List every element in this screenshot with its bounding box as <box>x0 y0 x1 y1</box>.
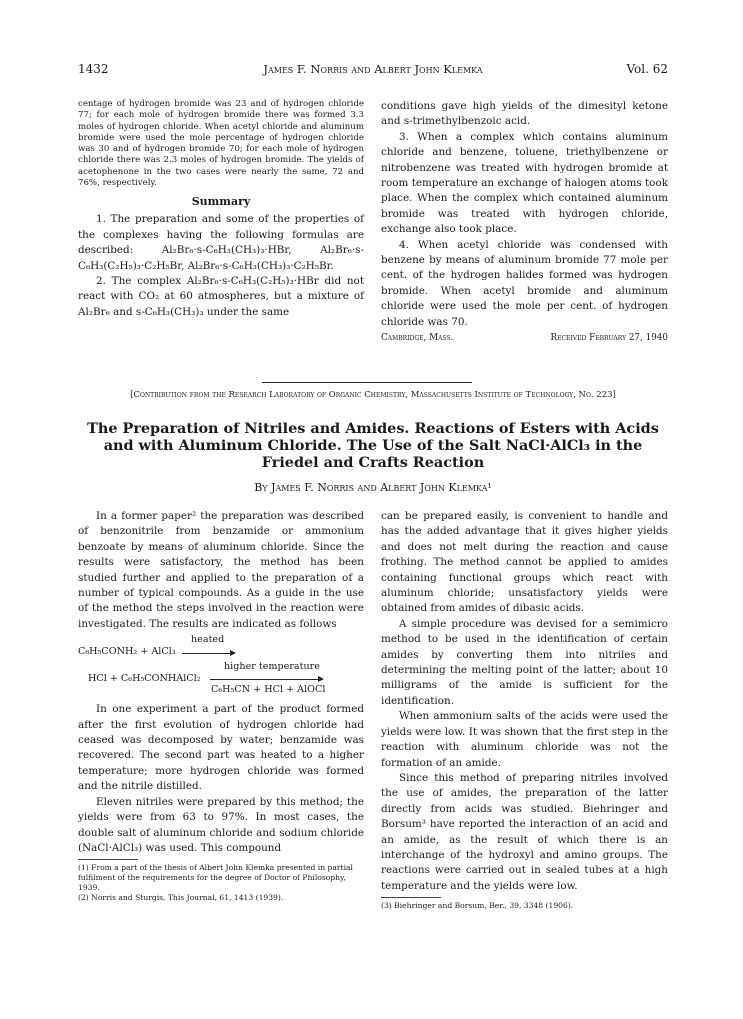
equation-2-reactants: HCl + C₆H₅CONHAlCl₂ <box>88 673 201 685</box>
top-left-column <box>78 99 364 320</box>
semimicro-paragraph: A simple procedure was devised for a semimicro method to be used in the identification of certain amides by converting them into nitriles and determining the melting point of the latter; about 10 milligrams of the amide is sufficient for the identification. <box>381 617 668 707</box>
ammonium-salts-paragraph: When ammonium salts of the acids were used the yields were low. It was shown that the first step in the reaction with aluminum chloride was not the formation of an amide. <box>381 710 668 769</box>
volume-label: Vol. 62 <box>626 62 668 76</box>
dateline <box>381 333 668 343</box>
carryover-paragraph: centage of hydrogen bromide was 23 and of hydrogen chloride 77; for each mole of hydrogen bromide there was formed 3.3 moles of hydrogen chloride. When acetyl chloride and aluminum bromide were used the mole percentage of hydrogen chloride was 30 and of hydrogen bromide 70; for each mole of hydrogen chloride there was 2.3 moles of hydrogen bromide. The yields of acetophenone in the two cases were nearly the same, 72 and 76%, respectively. <box>78 99 364 189</box>
amides-paragraph: Since this method of preparing nitriles involved the use of amides, the preparation of the latter directly from acids was studied. Biehringer and Borsum³ have reported the interaction of an acid and an amide, as the result of which there is an interchange of the hydroxyl and amino groups. The reactions were carried out in sealed tubes at a high temperature and the yields were low. <box>381 771 668 892</box>
summary-item-2: 2. The complex Al₂Br₆·s-C₆H₃(C₂H₅)₃·HBr did not react with CO₂ at 60 atmospheres, but a mixture of Al₂Br₆ and s-C₆H₃(CH₃)₃ under the same <box>78 275 364 318</box>
nitriles-paragraph: Eleven nitriles were prepared by this method; the yields were from 63 to 97%. In most cases, the double salt of aluminum chloride and sodium chloride (NaCl·AlCl₃) was used. This compound <box>78 795 364 854</box>
equation-2-arrowhead <box>318 676 324 682</box>
summary-item-4: 4. When acetyl chloride was condensed with benzene by means of aluminum bromide 77 mole per cent. of the hydrogen halides formed was hydrogen bromide. When acetyl bromide and aluminum chloride were used the mole per cent. of hydrogen chloride was 70. <box>381 238 668 328</box>
equation-1-reactants: C₆H₅CONH₂ + AlCl₃ <box>78 646 176 658</box>
top-right-column <box>381 99 668 343</box>
footnote-1: (1) From a part of the thesis of Albert John Klemka presented in partial fulfilment of the requirements for the degree of Doctor of Philosophy, 1939. <box>78 863 353 893</box>
equation-2-products: C₆H₅CN + HCl + AlOCl <box>211 684 326 696</box>
summary-continuation: conditions gave high yields of the dimesityl ketone and s-trimethylbenzoic acid. <box>381 100 668 128</box>
article-title: The Preparation of Nitriles and Amides. Reactions of Esters with Acids and with Aluminum Chloride. The Use of the Salt NaCl·AlCl₃ in the Friedel and Crafts Reaction <box>87 420 659 471</box>
contribution-note: [Contribution from the Research Laboratory of Organic Chemistry, Massachusetts Institute of Technology, No. 223] <box>130 390 616 400</box>
equation-1-arrow <box>182 653 232 654</box>
equation-1-arrowhead <box>230 650 236 656</box>
section-divider <box>262 382 472 383</box>
footnote-rule <box>78 859 138 860</box>
footnote-2: (2) Norris and Sturgis, This Journal, 61, 1413 (1939). <box>78 893 284 903</box>
experiment-paragraph: In one experiment a part of the product formed after the first evolution of hydrogen chloride had ceased was decomposed by water; benzamide was recovered. The second part was heated to a higher temperature; more hydrogen chloride was formed and the nitrile distilled. <box>78 703 364 793</box>
running-head <box>78 62 668 80</box>
byline: By James F. Norris and Albert John Klemka¹ <box>254 481 492 494</box>
equation-2-condition: higher temperature <box>224 661 320 673</box>
body-right-column <box>381 509 668 911</box>
received-date: Received February 27, 1940 <box>550 333 668 344</box>
summary-item-1: 1. The preparation and some of the properties of the complexes having the following formulas are described: Al₂Br₆·s-C₆H₃(CH₃)₃·HBr, Al₂Br₆·s-C₆H₃(C₂H₅)₃·C₂H₅Br, Al₂Br₆·s-C₆H₃(CH₃)₃·C₂H₅Br. <box>78 213 364 272</box>
summary-heading: Summary <box>191 195 251 209</box>
intro-paragraph: In a former paper² the preparation was described of benzonitrile from benzamide or ammonium benzoate by means of aluminum chloride. Since the results were satisfactory, the method has been studied further and applied to the preparation of a number of typical compounds. As a guide in the use of the method the steps involved in the reaction were investigated. The results are indicated as follows <box>78 510 364 630</box>
equation-1-condition: heated <box>191 634 225 646</box>
equation-2-arrow <box>210 679 320 680</box>
summary-item-3: 3. When a complex which contains aluminum chloride and benzene, toluene, triethylbenzene or nitrobenzene was treated with hydrogen bromide at room temperature an exchange of halogen atoms took place. When the complex which contained aluminum bromide was treated with hydrogen chloride, exchange also took place. <box>381 130 668 236</box>
footnote-rule-right <box>381 897 441 898</box>
double-salt-paragraph: can be prepared easily, is convenient to handle and has the added advantage that it gives higher yields and does not melt during the reaction and cause frothing. The method cannot be applied to amides containing functional groups which react with aluminum chloride; unsatisfactory yields were obtained from amides of dibasic acids. <box>381 510 668 615</box>
body-left-column <box>78 509 364 903</box>
reaction-equations <box>78 634 364 698</box>
place: Cambridge, Mass. <box>381 333 454 344</box>
running-title: James F. Norris and Albert John Klemka <box>263 62 483 76</box>
page-number: 1432 <box>78 62 109 76</box>
footnote-3: (3) Biehringer and Borsum, Ber., 39, 3348 (1906). <box>381 901 574 911</box>
